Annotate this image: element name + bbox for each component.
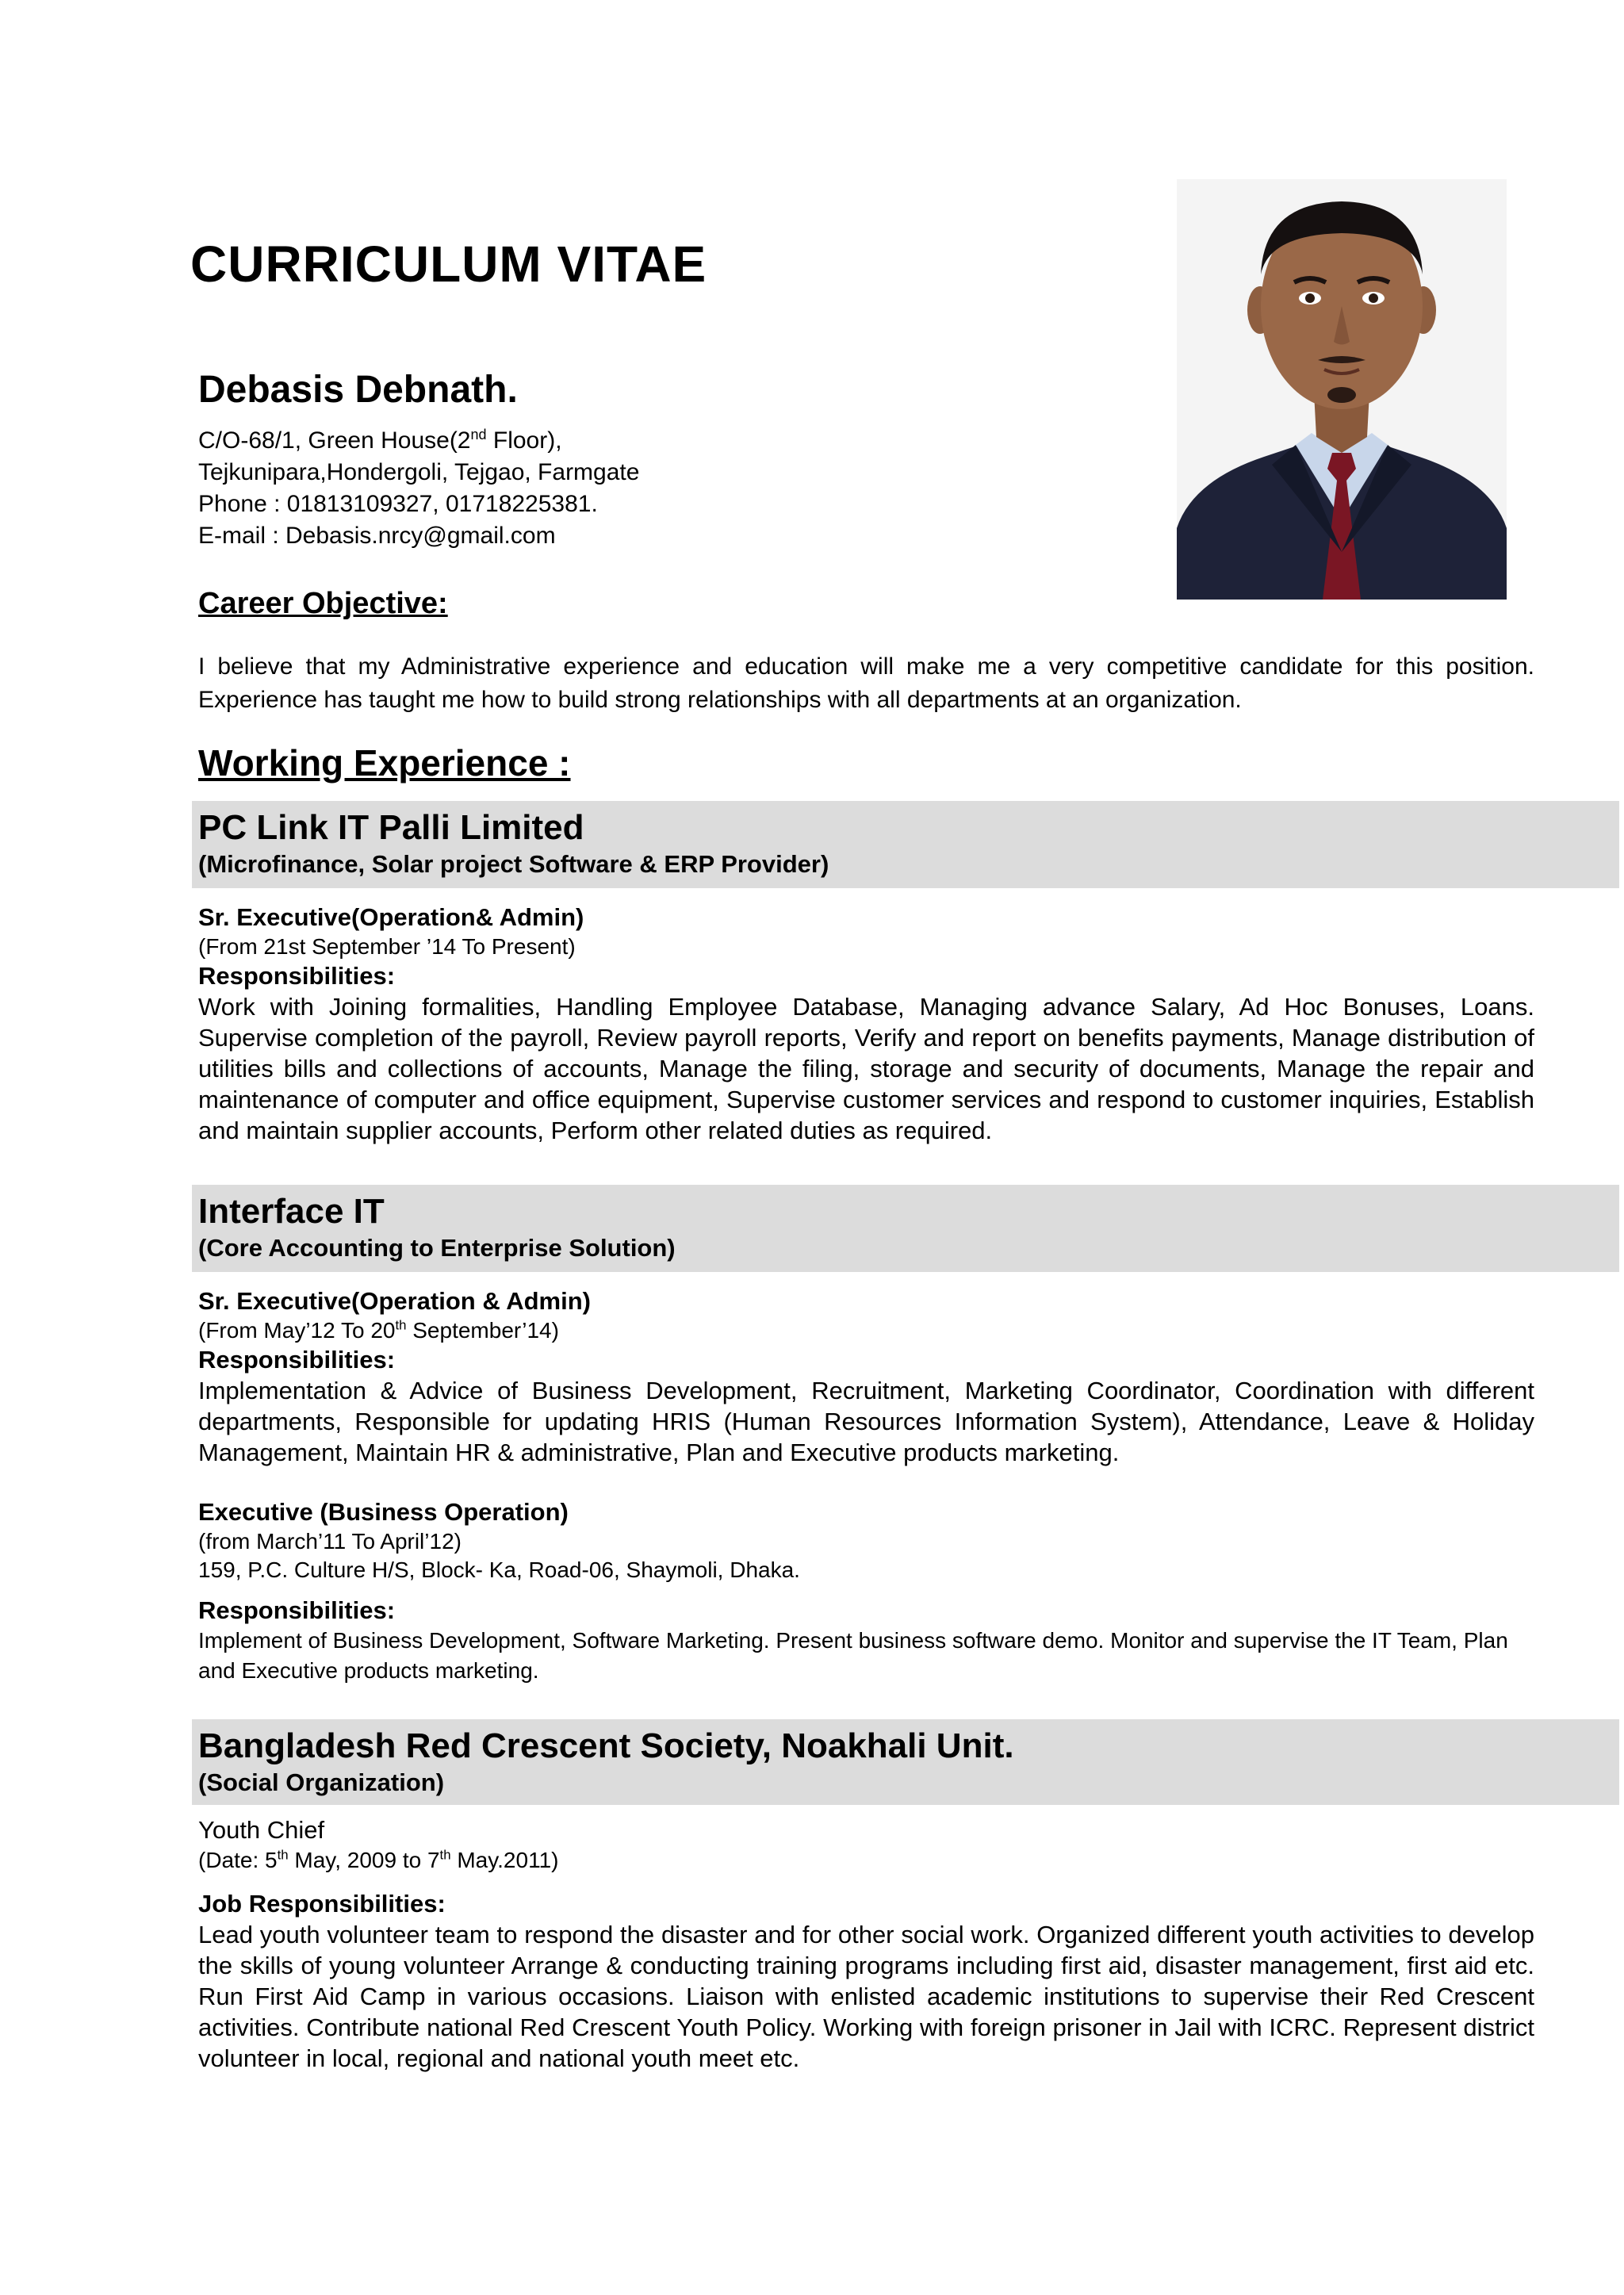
company-name: Bangladesh Red Crescent Society, Noakhali Unit. — [198, 1726, 1014, 1765]
responsibilities-heading: Responsibilities: — [198, 962, 396, 990]
responsibilities-heading: Responsibilities: — [198, 1346, 396, 1374]
job-entry-red-crescent — [198, 1814, 1534, 2074]
company-band-red-crescent — [192, 1719, 1619, 1805]
phone-line: Phone : 01813109327, 01718225381. — [198, 491, 598, 517]
contact-block — [198, 425, 1534, 552]
company-name: PC Link IT Palli Limited — [198, 808, 584, 847]
job-role: Sr. Executive(Operation & Admin) — [198, 1287, 591, 1315]
responsibilities-heading: Responsibilities: — [198, 1596, 396, 1624]
responsibilities-heading: Job Responsibilities: — [198, 1890, 446, 1918]
responsibilities-text: Lead youth volunteer team to respond the disaster and for other social work. Organized different youth activities to develop the skills of young volunteer Arrange & conducting training programs including first aid, disaster management, first aid etc. Run First Aid Camp in various occasions. Liaison with enlisted academic institutions to supervise their Red Crescent activities. Contribute national Red Crescent Youth Policy. Working with foreign prisoner in Jail with ICRC. Represent district volunteer in local, regional and national youth meet etc. — [198, 1921, 1534, 2072]
responsibilities-text: Implementation & Advice of Business Development, Recruitment, Marketing Coordinator, Coordination with different departments, Responsible for updating HRIS (Human Resources Information System), Attendance, Leave & Holiday Management, Maintain HR & administrative, Plan and Executive products marketing. — [198, 1377, 1534, 1466]
career-objective-heading: Career Objective: — [198, 587, 448, 620]
company-name: Interface IT — [198, 1192, 385, 1231]
job-dates: (Date: 5th May, 2009 to 7th May.2011) — [198, 1847, 559, 1872]
job-dates: (From May’12 To 20th September’14) — [198, 1317, 559, 1343]
job-role: Sr. Executive(Operation& Admin) — [198, 903, 584, 931]
company-tagline: (Core Accounting to Enterprise Solution) — [198, 1234, 676, 1262]
company-band-interface-it — [192, 1185, 1619, 1272]
document-title: CURRICULUM VITAE — [190, 236, 707, 293]
working-experience-heading: Working Experience : — [198, 742, 571, 784]
company-tagline: (Social Organization) — [198, 1768, 445, 1796]
job-entry-executive — [198, 1497, 1534, 1686]
responsibilities-text: Implement of Business Development, Software Marketing. Present business software demo. Monitor and supervise the IT Team, Plan and Executive products marketing. — [198, 1628, 1508, 1683]
candidate-name: Debasis Debnath. — [198, 369, 518, 411]
company-band-pc-link — [192, 801, 1619, 888]
job-role: Executive (Business Operation) — [198, 1498, 569, 1526]
job-dates: (from March’11 To April’12) — [198, 1529, 462, 1554]
job-dates: (From 21st September ’14 To Present) — [198, 934, 576, 959]
job-entry-interface-it — [198, 1286, 1534, 1468]
job-entry-pc-link — [198, 902, 1534, 1146]
email-line: E-mail : Debasis.nrcy@gmail.com — [198, 523, 556, 549]
job-role: Youth Chief — [198, 1816, 325, 1844]
responsibilities-text: Work with Joining formalities, Handling Employee Database, Managing advance Salary, Ad Hoc Bonuses, Loans. Supervise completion of the payroll, Review payroll reports, Verify and report on benefits payments, Manage distribution of utilities bills and collections of accounts, Manage the filing, storage and security of documents, Manage the repair and maintenance of computer and office equipment, Supervise customer services and respond to customer inquiries, Establish and maintain supplier accounts, Perform other related duties as required. — [198, 993, 1534, 1144]
company-tagline: (Microfinance, Solar project Software & ERP Provider) — [198, 850, 829, 878]
address-line-1: C/O-68/1, Green House(2nd Floor), — [198, 427, 562, 454]
address-line-2: Tejkunipara,Hondergoli, Tejgao, Farmgate — [198, 459, 640, 485]
job-address: 159, P.C. Culture H/S, Block- Ka, Road-06, Shaymoli, Dhaka. — [198, 1557, 800, 1582]
career-objective-text: I believe that my Administrative experience and education will make me a very competitive candidate for this position. Experience has taught me how to build strong relationships with all departments at an organization. — [198, 653, 1534, 713]
